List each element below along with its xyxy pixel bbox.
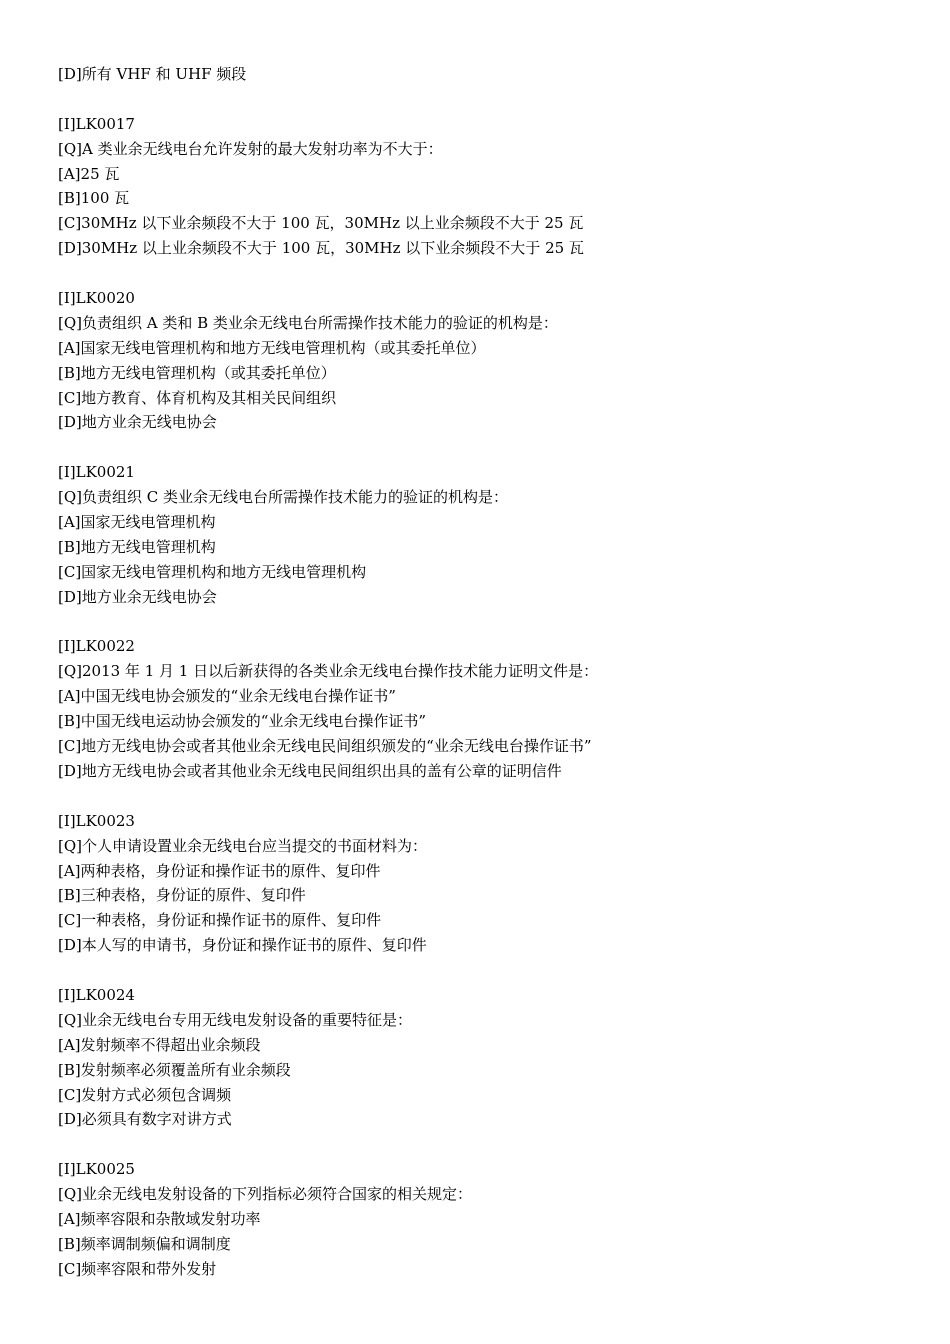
option-d: [D]本人写的申请书，身份证和操作证书的原件、复印件 (58, 936, 427, 955)
option-b: [B]发射频率必须覆盖所有业余频段 (58, 1060, 291, 1079)
option-b: [B]地方无线电管理机构（或其委托单位） (58, 363, 336, 382)
option-a: [A]中国无线电协会颁发的“业余无线电台操作证书” (58, 687, 396, 706)
question-block-lk0020 (58, 286, 918, 435)
question-id: [I]LK0022 (58, 637, 135, 656)
option-c: [C]发射方式必须包含调频 (58, 1085, 232, 1104)
question-text: [Q]负责组织 A 类和 B 类业余无线电台所需操作技术能力的验证的机构是： (58, 313, 558, 332)
option-c: [C]一种表格，身份证和操作证书的原件、复印件 (58, 911, 382, 930)
question-block-lk0022 (58, 634, 918, 783)
question-text: [Q]个人申请设置业余无线电台应当提交的书面材料为： (58, 836, 428, 855)
option-c: [C]国家无线电管理机构和地方无线电管理机构 (58, 562, 367, 581)
option-d: [D]地方无线电协会或者其他业余无线电民间组织出具的盖有公章的证明信件 (58, 761, 562, 780)
question-block-lk0023 (58, 809, 918, 958)
option-a: [A]发射频率不得超出业余频段 (58, 1035, 261, 1054)
question-block-lk0025 (58, 1157, 918, 1281)
option-d: [D]地方业余无线电协会 (58, 587, 217, 606)
question-id: [I]LK0024 (58, 985, 135, 1004)
question-block-lk0017 (58, 112, 918, 261)
option-a: [A]频率容限和杂散域发射功率 (58, 1209, 261, 1228)
question-block-lk0024 (58, 983, 918, 1132)
question-id: [I]LK0017 (58, 114, 135, 133)
option-b: [B]100 瓦 (58, 189, 130, 208)
option-d: [D]必须具有数字对讲方式 (58, 1110, 232, 1129)
question-text: [Q]业余无线电台专用无线电发射设备的重要特征是： (58, 1010, 413, 1029)
question-id: [I]LK0020 (58, 289, 135, 308)
option-c: [C]地方无线电协会或者其他业余无线电民间组织颁发的“业余无线电台操作证书” (58, 737, 592, 756)
option-a: [A]国家无线电管理机构和地方无线电管理机构（或其委托单位） (58, 338, 486, 357)
blank-line (58, 958, 918, 983)
question-block-lk0021 (58, 460, 918, 609)
blank-line (58, 1132, 918, 1157)
blank-line (58, 610, 918, 635)
option-d: [D]30MHz 以上业余频段不大于 100 瓦，30MHz 以下业余频段不大于 25 瓦 (58, 239, 584, 258)
option-b: [B]频率调制频偏和调制度 (58, 1234, 231, 1253)
question-text: [Q]负责组织 C 类业余无线电台所需操作技术能力的验证的机构是： (58, 488, 509, 507)
question-text: [Q]A 类业余无线电台允许发射的最大发射功率为不大于： (58, 139, 443, 158)
question-text: [Q]2013 年 1 月 1 日以后新获得的各类业余无线电台操作技术能力证明文件是： (58, 662, 599, 681)
question-id: [I]LK0023 (58, 811, 135, 830)
blank-line (58, 784, 918, 809)
blank-line (58, 261, 918, 286)
blank-line (58, 435, 918, 460)
blank-line (58, 87, 918, 112)
option-a: [A]两种表格，身份证和操作证书的原件、复印件 (58, 861, 381, 880)
question-id: [I]LK0025 (58, 1160, 135, 1179)
option-c: [C]30MHz 以下业余频段不大于 100 瓦，30MHz 以上业余频段不大于 25 瓦 (58, 214, 584, 233)
option-b: [B]地方无线电管理机构 (58, 537, 216, 556)
option-b: [B]三种表格，身份证的原件、复印件 (58, 886, 306, 905)
option-a: [A]25 瓦 (58, 164, 120, 183)
question-id: [I]LK0021 (58, 463, 135, 482)
option-a: [A]国家无线电管理机构 (58, 513, 216, 532)
intro-line: [D]所有 VHF 和 UHF 频段 (58, 65, 247, 83)
question-text: [Q]业余无线电发射设备的下列指标必须符合国家的相关规定： (58, 1185, 473, 1204)
option-c: [C]频率容限和带外发射 (58, 1259, 217, 1278)
option-d: [D]地方业余无线电协会 (58, 413, 217, 432)
document-body (58, 62, 918, 1282)
option-b: [B]中国无线电运动协会颁发的“业余无线电台操作证书” (58, 712, 427, 731)
option-c: [C]地方教育、体育机构及其相关民间组织 (58, 388, 337, 407)
